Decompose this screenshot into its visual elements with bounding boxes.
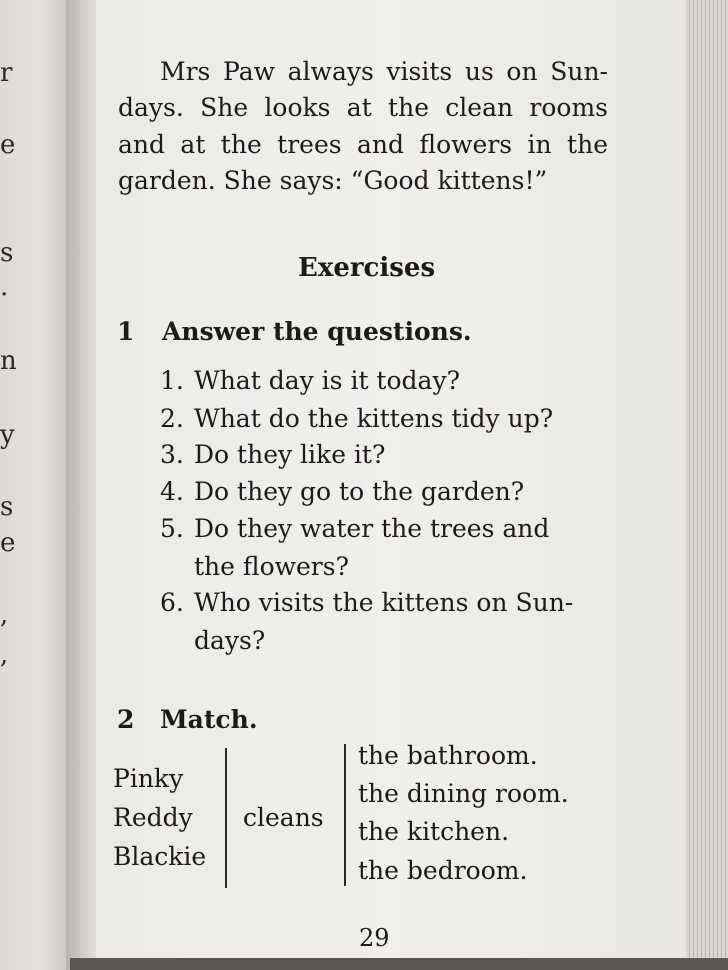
- paragraph-line: Mrs Paw always visits us on Sun-: [160, 57, 608, 86]
- match-verb: cleans: [243, 803, 324, 832]
- adjacent-page-edge: [0, 0, 70, 970]
- exercise-1-number: 1: [117, 317, 135, 346]
- match-place: the bathroom.: [358, 741, 538, 770]
- paragraph-line: garden. She says: “Good kittens!”: [118, 166, 548, 195]
- question-text: days?: [194, 626, 266, 655]
- left-page-fragment: e: [0, 528, 16, 558]
- match-name: Reddy: [113, 803, 193, 832]
- match-divider: [225, 748, 227, 888]
- left-page-fragment: n: [0, 346, 17, 376]
- question-text: What do the kittens tidy up?: [194, 404, 554, 433]
- exercise-1-instruction: Answer the questions.: [162, 317, 472, 346]
- question-text: Who visits the kittens on Sun-: [194, 588, 574, 617]
- left-page-fragment: ,: [0, 600, 9, 630]
- match-name: Blackie: [113, 842, 207, 871]
- book-gutter: [66, 0, 100, 970]
- book-bottom-edge: [70, 958, 728, 970]
- left-page-fragment: s: [0, 492, 14, 522]
- question-text: What day is it today?: [194, 366, 460, 395]
- match-place: the bedroom.: [358, 856, 528, 885]
- left-page-fragment: y: [0, 420, 15, 450]
- question-number: 3.: [160, 440, 184, 469]
- match-place: the kitchen.: [358, 817, 510, 846]
- exercise-2-instruction: Match.: [160, 705, 258, 734]
- paragraph-line: days. She looks at the clean rooms: [118, 93, 608, 122]
- left-page-fragment: r: [0, 58, 13, 88]
- exercises-title: Exercises: [298, 253, 436, 283]
- paragraph-line: and at the trees and flowers in the: [118, 130, 608, 159]
- question-text: Do they go to the garden?: [194, 477, 525, 506]
- left-page-fragment: ,: [0, 640, 9, 670]
- question-number: 6.: [160, 588, 184, 617]
- left-page-fragment: .: [0, 272, 9, 302]
- question-text: Do they like it?: [194, 440, 386, 469]
- question-number: 4.: [160, 477, 184, 506]
- match-divider: [344, 744, 346, 886]
- exercise-2-number: 2: [117, 705, 135, 734]
- question-text: Do they water the trees and: [194, 514, 550, 543]
- left-page-fragment: e: [0, 130, 16, 160]
- question-number: 2.: [160, 404, 184, 433]
- match-name: Pinky: [113, 764, 184, 793]
- question-number: 5.: [160, 514, 184, 543]
- question-number: 1.: [160, 366, 184, 395]
- page-number: 29: [359, 924, 390, 952]
- match-place: the dining room.: [358, 779, 569, 808]
- question-text: the flowers?: [194, 552, 349, 581]
- left-page-fragment: s: [0, 238, 14, 268]
- page-stack-edge: [686, 0, 728, 970]
